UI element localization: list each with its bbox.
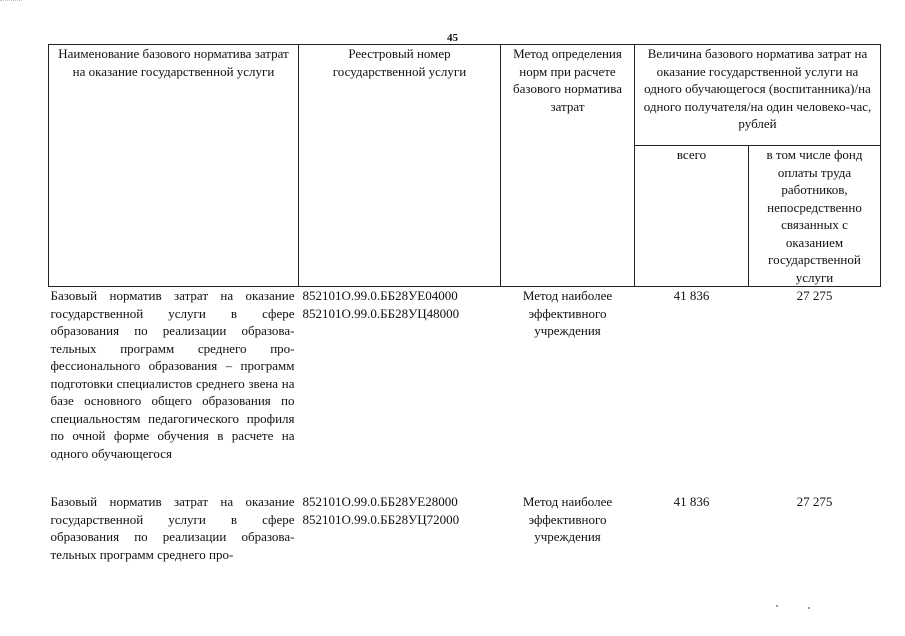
table-row xyxy=(49,287,881,494)
scan-speck xyxy=(808,607,810,609)
header-fot: в том числе фонд оплаты труда работников, непосредственно связанных с оказанием государственной услуги xyxy=(749,146,881,287)
registry-number: 852101О.99.0.ББ28УЕ28000 xyxy=(302,494,458,509)
registry-number: 852101О.99.0.ББ28УЦ48000 xyxy=(302,305,460,321)
header-registry: Реестровый номер государственной услуги xyxy=(299,45,501,287)
registry-cell xyxy=(299,287,501,494)
method-cell: Метод наиболее эффективного учреждения xyxy=(522,494,613,544)
header-name: Наименование базового норматива затрат на оказание государственной услуги xyxy=(49,45,299,287)
norm-table xyxy=(48,44,881,563)
norm-name-cell: Базовый норматив затрат на оказание государственной услуги в сфере образования по реализации образовательных программ среднего про- xyxy=(50,494,295,562)
fot-cell: 27 275 xyxy=(796,288,833,303)
scan-artifact xyxy=(0,0,22,9)
registry-number: 852101О.99.0.ББ28УЕ04000 xyxy=(302,288,458,303)
header-value: Величина базового норматива затрат на оказание государственной услуги на одного обучающегося (воспитанника)/на одного получателя/на один человеко-час, рублей xyxy=(635,45,881,146)
header-method: Метод определения норм при расчете базового норматива затрат xyxy=(501,45,635,287)
method-cell: Метод наиболее эффективного учреждения xyxy=(522,288,613,338)
table-row xyxy=(49,493,881,563)
header-total: всего xyxy=(635,146,749,287)
total-cell: 41 836 xyxy=(673,288,710,303)
total-cell: 41 836 xyxy=(673,494,710,509)
fot-cell: 27 275 xyxy=(796,494,833,509)
registry-cell xyxy=(299,493,501,563)
norm-name-cell: Базовый норматив затрат на оказание государственной услуги в сфере образования по реализации образовательных программ среднего профессионального образования – программ подготовки специалистов среднего звена на базе основного общего образования по специальностям педагогического профиля по очной форме обучения в расчете на одного обучающегося xyxy=(50,288,295,461)
registry-number: 852101О.99.0.ББ28УЦ72000 xyxy=(302,511,460,527)
page-number: 45 xyxy=(447,32,458,44)
scan-speck xyxy=(776,605,778,607)
